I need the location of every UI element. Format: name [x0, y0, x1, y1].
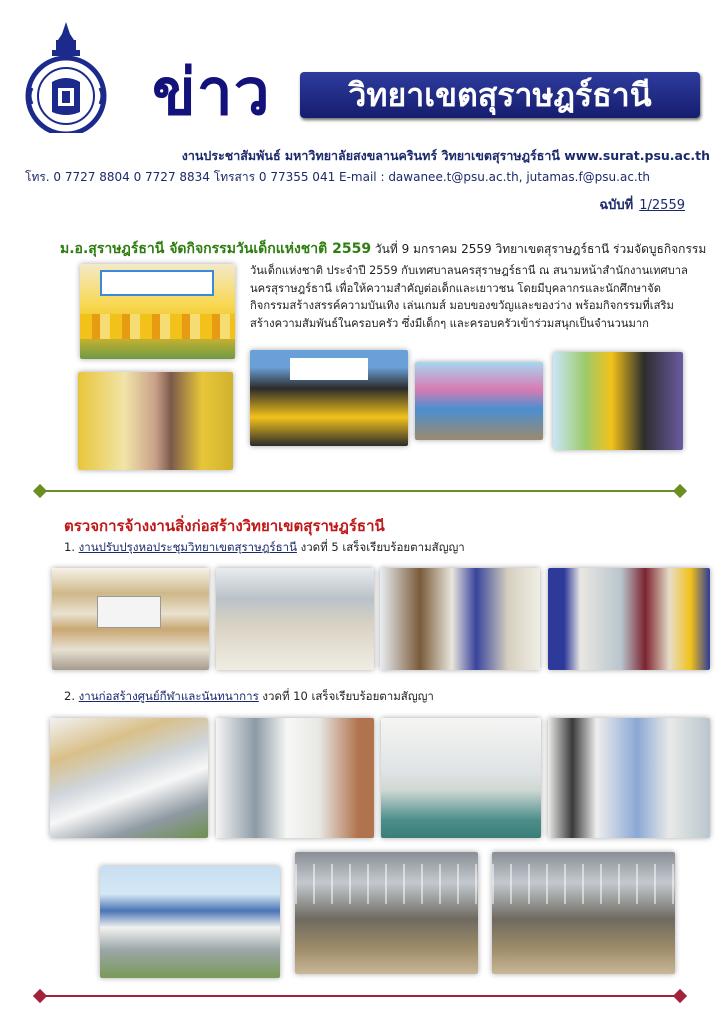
newsletter-title: ข่าว: [152, 55, 271, 130]
issue-number: [545, 194, 685, 215]
item-status: งวดที่ 5 เสร็จเรียบร้อยตามสัญญา: [300, 540, 465, 554]
photo-gift-giving: [553, 352, 683, 450]
org-line: งานประชาสัมพันธ์ มหาวิทยาลัยสงขลานครินทร์ วิทยาเขตสุราษฎร์ธานี www.surat.psu.ac.th: [181, 148, 710, 163]
photo-auditorium-hall: [216, 568, 374, 670]
photo-sports-center-building: [100, 866, 280, 978]
news1-lead: วันที่ 9 มกราคม 2559 วิทยาเขตสุราษฎร์ธานี ร่วมจัดบูธกิจกรรม: [374, 242, 707, 256]
photo-sports-center-corridor: [216, 718, 374, 838]
section-divider-green: [40, 490, 680, 492]
photo-sports-center-exterior: [50, 718, 208, 838]
item-number: 1.: [64, 540, 75, 554]
item-status: งวดที่ 10 เสร็จเรียบร้อยตามสัญญา: [262, 689, 434, 703]
photo-sports-center-roof-1: [295, 852, 478, 974]
section-divider-red: [40, 995, 680, 997]
construction-section-title: ตรวจการจ้างงานสิ่งก่อสร้างวิทยาเขตสุราษฎร์ธานี: [64, 517, 385, 535]
issue-value: 1/2559: [639, 198, 685, 213]
news1-headline: [60, 238, 720, 260]
photo-auditorium-interior: [380, 568, 540, 670]
item-project-name: งานก่อสร้างศูนย์กีฬาและนันทนาการ: [78, 689, 259, 703]
construction-item-1: [64, 539, 465, 557]
photo-child-microphone: [78, 372, 233, 470]
issue-label: ฉบับที่: [599, 198, 634, 213]
photo-sports-center-hall: [381, 718, 541, 838]
photo-game-activity: [415, 362, 543, 440]
photo-auditorium-stage: [52, 568, 209, 670]
photo-sports-center-inspection: [548, 718, 710, 838]
news1-title: ม.อ.สุราษฎร์ธานี จัดกิจกรรมวันเด็กแห่งชาติ 2559: [60, 241, 372, 257]
photo-sports-center-roof-2: [492, 852, 675, 974]
contact-line: โทร. 0 7727 8804 0 7727 8834 โทรสาร 0 77355 041 E-mail : dawanee.t@psu.ac.th, jutamas.f@psu.ac.th: [25, 170, 651, 184]
photo-childrens-day-group: [80, 264, 235, 359]
university-seal-logo: [22, 18, 110, 133]
campus-banner: วิทยาเขตสุราษฎร์ธานี: [300, 72, 700, 118]
item-project-name: งานปรับปรุงหอประชุมวิทยาเขตสุราษฎร์ธานี: [78, 540, 297, 554]
photo-auditorium-entrance: [548, 568, 710, 670]
photo-booth-crowd: [250, 350, 408, 446]
item-number: 2.: [64, 689, 75, 703]
construction-item-2: [64, 688, 434, 706]
news1-body: วันเด็กแห่งชาติ ประจำปี 2559 กับเทศบาลนครสุราษฎร์ธานี ณ สนามหน้าสำนักงานเทศบาลนครสุราษฎร์ธานี เพื่อให้ความสำคัญต่อเด็กและเยาวชน โดยมีบุคลากรและนักศึกษาจัดกิจกรรมสร้างสรรค์ความบันเทิง เล่นเกมส์ มอบของขวัญและของว่าง พร้อมกิจกรรมที่เสริมสร้างความสัมพันธ์ในครอบครัว ซึ่งมีเด็กๆ และครอบครัวเข้าร่วมสนุกเป็นจำนวนมาก: [250, 264, 688, 330]
